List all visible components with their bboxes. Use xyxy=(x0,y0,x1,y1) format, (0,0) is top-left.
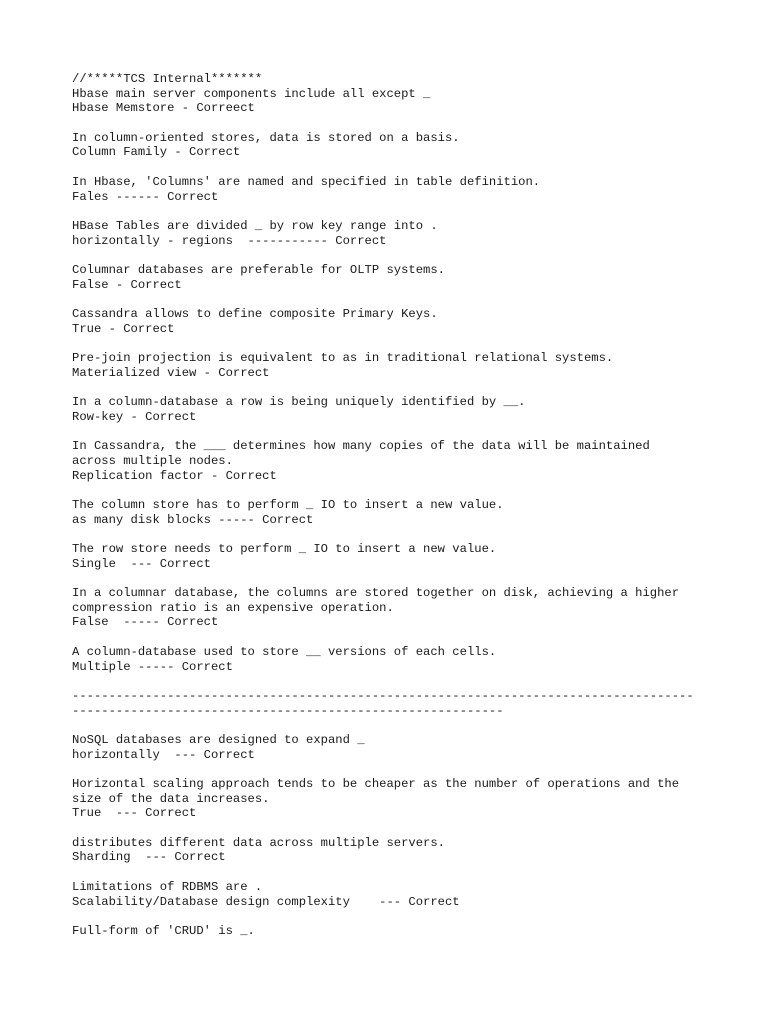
answer-line: horizontally - regions ----------- Correct xyxy=(72,233,387,248)
answer-line: Materialized view - Correct xyxy=(72,365,270,380)
qa-block xyxy=(72,263,732,292)
blank-line xyxy=(72,865,732,880)
answer-line: Fales ------ Correct xyxy=(72,189,219,204)
qa-block xyxy=(72,542,732,571)
answer-line: False - Correct xyxy=(72,277,182,292)
blank-line xyxy=(72,160,732,175)
blank-line xyxy=(72,674,732,689)
blank-line xyxy=(72,527,732,542)
question-line: distributes different data across multiple servers. xyxy=(72,835,445,850)
qa-block xyxy=(72,87,732,116)
document-header: //*****TCS Internal******* xyxy=(72,72,263,86)
answer-line: Sharding --- Correct xyxy=(72,850,226,865)
blank-line xyxy=(72,116,732,131)
question-line: In a columnar database, the columns are stored together on disk, achieving a higher xyxy=(72,586,680,601)
question-line: In a column-database a row is being uniquely identified by __. xyxy=(72,395,526,410)
document-page xyxy=(72,72,732,939)
qa-block xyxy=(72,689,732,718)
qa-block xyxy=(72,777,732,821)
qa-block xyxy=(72,395,732,424)
blank-line xyxy=(72,248,732,263)
answer-line: size of the data increases. xyxy=(72,791,270,806)
qa-block xyxy=(72,733,732,762)
qa-block xyxy=(72,175,732,204)
blank-line xyxy=(72,630,732,645)
question-line: In column-oriented stores, data is stored on a basis. xyxy=(72,130,460,145)
qa-block xyxy=(72,924,732,939)
question-line: The row store needs to perform _ IO to insert a new value. xyxy=(72,542,497,556)
qa-block xyxy=(72,351,732,380)
blank-line xyxy=(72,821,732,836)
answer-line: True - Correct xyxy=(72,321,175,336)
blank-line xyxy=(72,909,732,924)
blank-line xyxy=(72,571,732,586)
answer-line: Replication factor - Correct xyxy=(72,468,277,483)
blank-line xyxy=(72,762,732,777)
question-line: Pre-join projection is equivalent to as in traditional relational systems. xyxy=(72,351,614,366)
question-line: Horizontal scaling approach tends to be cheaper as the number of operations and the xyxy=(72,777,680,791)
answer-line: ----------------------------------------------------------- xyxy=(72,703,504,718)
qa-block xyxy=(72,498,732,527)
blank-line xyxy=(72,483,732,498)
answer-line: False ----- Correct xyxy=(72,615,219,630)
qa-block xyxy=(72,880,732,909)
question-line: Hbase main server components include all except _ xyxy=(72,86,431,101)
question-line: HBase Tables are divided _ by row key range into . xyxy=(72,218,438,233)
answer-line: Hbase Memstore - Correect xyxy=(72,101,255,116)
qa-list xyxy=(72,87,732,939)
question-line: NoSQL databases are designed to expand _ xyxy=(72,732,365,747)
answer-line: Scalability/Database design complexity --- Correct xyxy=(72,894,460,909)
blank-line xyxy=(72,380,732,395)
question-line: Full-form of 'CRUD' is _. xyxy=(72,923,255,938)
qa-block xyxy=(72,131,732,160)
qa-block xyxy=(72,219,732,248)
question-line: The column store has to perform _ IO to insert a new value. xyxy=(72,497,504,512)
answer-line: horizontally --- Correct xyxy=(72,747,255,762)
answer-line: Column Family - Correct xyxy=(72,145,241,160)
question-line: In Cassandra, the ___ determines how many copies of the data will be maintained xyxy=(72,439,650,454)
question-line: A column-database used to store __ versions of each cells. xyxy=(72,644,497,659)
answer-line: as many disk blocks ----- Correct xyxy=(72,512,314,527)
question-line: In Hbase, 'Columns' are named and specified in table definition. xyxy=(72,174,541,189)
answer-line: Multiple ----- Correct xyxy=(72,659,233,674)
blank-line xyxy=(72,425,732,440)
qa-block xyxy=(72,645,732,674)
blank-line xyxy=(72,204,732,219)
question-line: Columnar databases are preferable for OLTP systems. xyxy=(72,262,445,277)
qa-block xyxy=(72,836,732,865)
blank-line xyxy=(72,718,732,733)
answer-line: Row-key - Correct xyxy=(72,409,197,424)
answer-line: Single --- Correct xyxy=(72,556,211,571)
qa-block xyxy=(72,439,732,483)
question-line: Limitations of RDBMS are . xyxy=(72,879,263,894)
question-line: ------------------------------------------------------------------------------------- xyxy=(72,688,694,703)
answer-line: True --- Correct xyxy=(72,806,197,821)
question-line: Cassandra allows to define composite Primary Keys. xyxy=(72,307,438,321)
qa-block xyxy=(72,307,732,336)
blank-line xyxy=(72,336,732,351)
qa-block xyxy=(72,586,732,630)
answer-line: compression ratio is an expensive operation. xyxy=(72,600,394,615)
answer-line: across multiple nodes. xyxy=(72,453,233,468)
blank-line xyxy=(72,292,732,307)
